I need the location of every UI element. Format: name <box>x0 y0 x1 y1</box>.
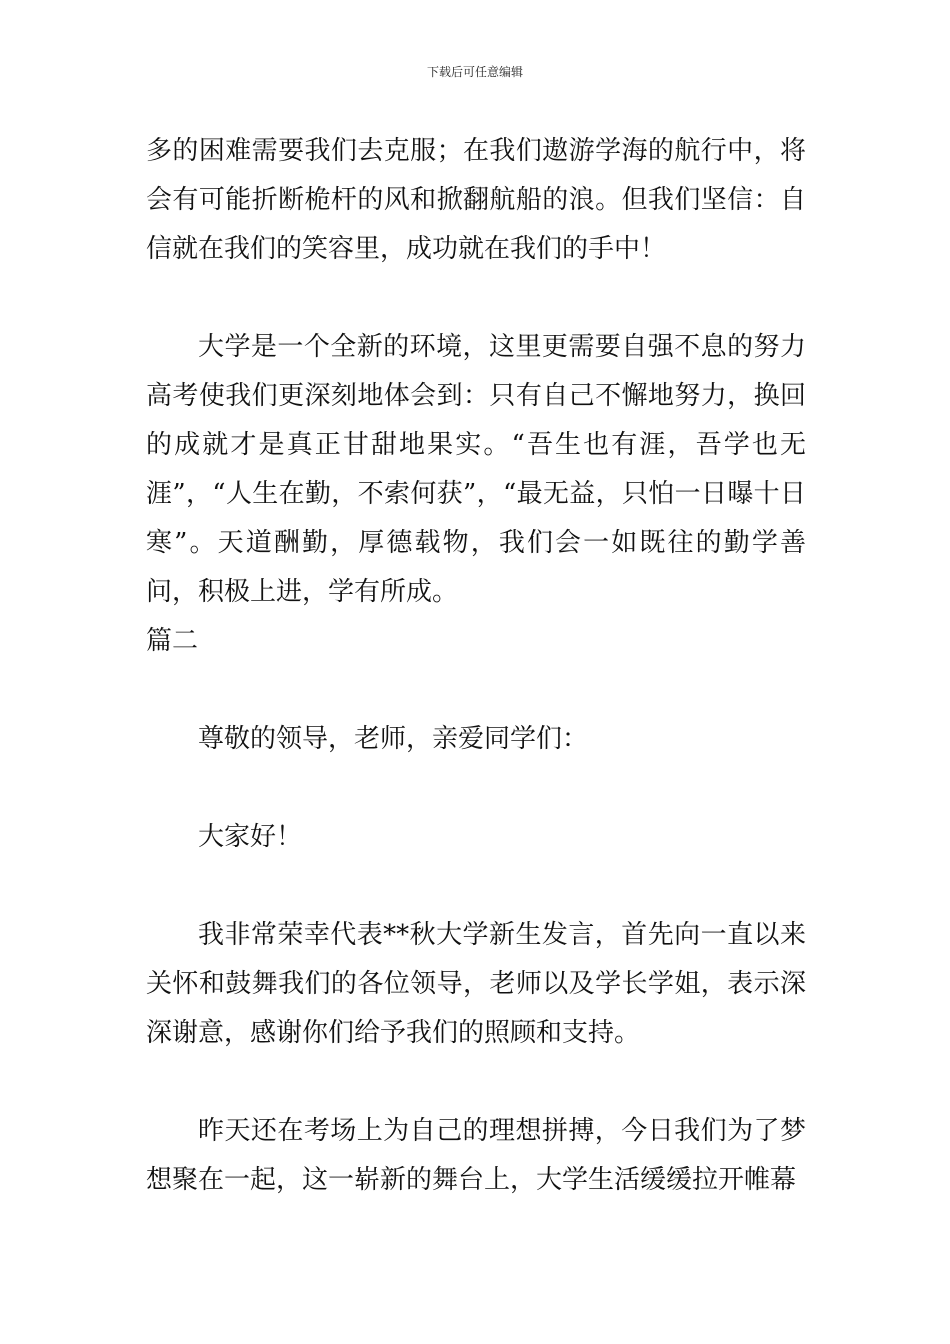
paragraph-gap <box>146 862 806 911</box>
paragraph-1: 多的困难需要我们去克服；在我们遨游学海的航行中，将会有可能折断桅杆的风和掀翻航船的浪。但我们坚信：自信就在我们的笑容里，成功就在我们的手中！ <box>146 136 806 264</box>
paragraph-2: 大学是一个全新的环境，这里更需要自强不息的努力高考使我们更深刻地体会到：只有自己不懈地努力，换回的成就才是真正甘甜地果实。“吾生也有涯，吾学也无涯”，“人生在勤，不索何获”，“最无益，只怕一日曝十日寒”。天道酬勤，厚德载物，我们会一如既往的勤学善问，积极上进，学有所成。 <box>146 332 806 607</box>
paragraph-6: 昨天还在考场上为自己的理想拼搏，今日我们为了梦想聚在一起，这一崭新的舞台上，大学生活缓缓拉开帷幕 <box>146 1116 806 1195</box>
greeting: 大家好！ <box>198 822 303 852</box>
document-body <box>146 127 806 1205</box>
paragraph-gap <box>146 764 806 813</box>
paragraph-gap <box>146 274 806 323</box>
paragraph-gap <box>146 1058 806 1107</box>
section-title: 篇二 <box>146 626 199 656</box>
paragraph-5: 我非常荣幸代表**秋大学新生发言，首先向一直以来关怀和鼓舞我们的各位领导，老师以及学长学姐，表示深深谢意，感谢你们给予我们的照顾和支持。 <box>146 920 806 1048</box>
paragraph-gap <box>146 666 806 715</box>
page-header: 下载后可任意编辑 <box>426 65 523 79</box>
salutation: 尊敬的领导，老师，亲爱同学们： <box>198 724 589 754</box>
